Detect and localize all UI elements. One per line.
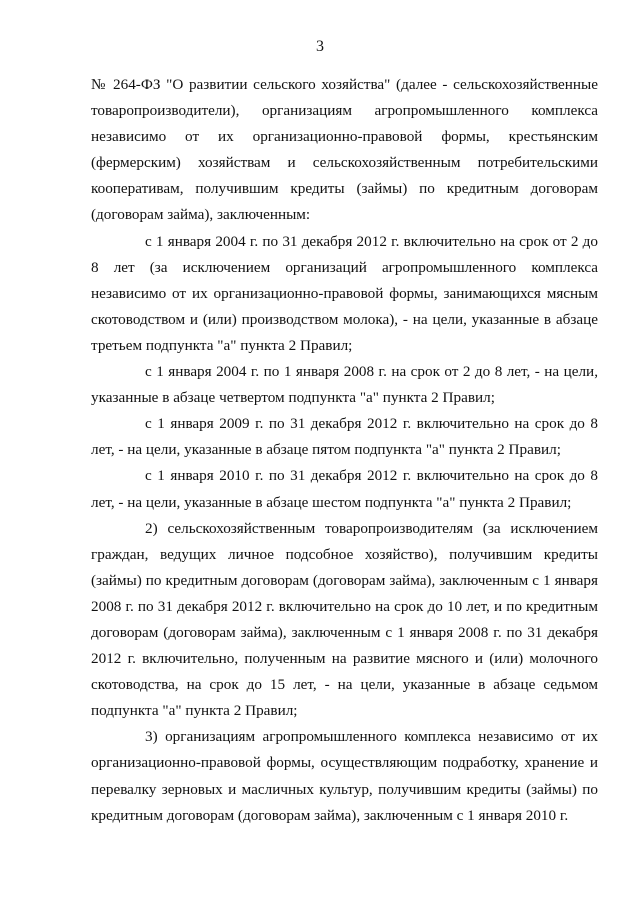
paragraph: № 264-ФЗ "О развитии сельского хозяйства" (далее - сельскохозяйственные товаропроизводители), организациям агропромышленного комплекса независимо от их организационно-правовой формы, крестьянским (фермерским) хозяйствам и сельскохозяйственным потребительскими кооперативам, получившим кредиты (займы) по кредитным договорам (договорам займа), заключенным:	[91, 76, 598, 224]
paragraph: с 1 января 2004 г. по 31 декабря 2012 г. включительно на срок от 2 до 8 лет (за исключением организаций агропромышленного комплекса независимо от их организационно-правовой формы, занимающихся мясным скотоводством и (или) производством молока), - на цели, указанные в абзаце третьем подпункта "а" пункта 2 Правил;	[91, 232, 598, 354]
paragraph: с 1 января 2010 г. по 31 декабря 2012 г. включительно на срок до 8 лет, - на цели, указанные в абзаце шестом подпункта "а" пункта 2 Правил;	[91, 467, 598, 511]
paragraph: с 1 января 2009 г. по 31 декабря 2012 г. включительно на срок до 8 лет, - на цели, указанные в абзаце пятом подпункта "а" пункта 2 Правил;	[91, 415, 598, 459]
paragraph: 2) сельскохозяйственным товаропроизводителям (за исключением граждан, ведущих личное подсобное хозяйство), получившим кредиты (займы) по кредитным договорам (договорам займа), заключенным с 1 января 2008 г. по 31 декабря 2012 г. включительно на срок до 10 лет, и по кредитным договорам (договорам займа), заключенным с 1 января 2008 г. по 31 декабря 2012 г. включительно, полученным на развитие мясного и (или) молочного скотоводства, на срок до 15 лет, - на цели, указанные в абзаце седьмом подпункта "а" пункта 2 Правил;	[91, 519, 598, 720]
document-body	[91, 72, 598, 829]
paragraph: с 1 января 2004 г. по 1 января 2008 г. на срок от 2 до 8 лет, - на цели, указанные в абзаце четвертом подпункта "а" пункта 2 Правил;	[91, 363, 598, 407]
paragraph: 3) организациям агропромышленного комплекса независимо от их организационно-правовой формы, осуществляющим подработку, хранение и перевалку зерновых и масличных культур, получившим кредиты (займы) по кредитным договорам (договорам займа), заключенным с 1 января 2010 г.	[91, 728, 598, 824]
page-number: 3	[316, 38, 324, 55]
